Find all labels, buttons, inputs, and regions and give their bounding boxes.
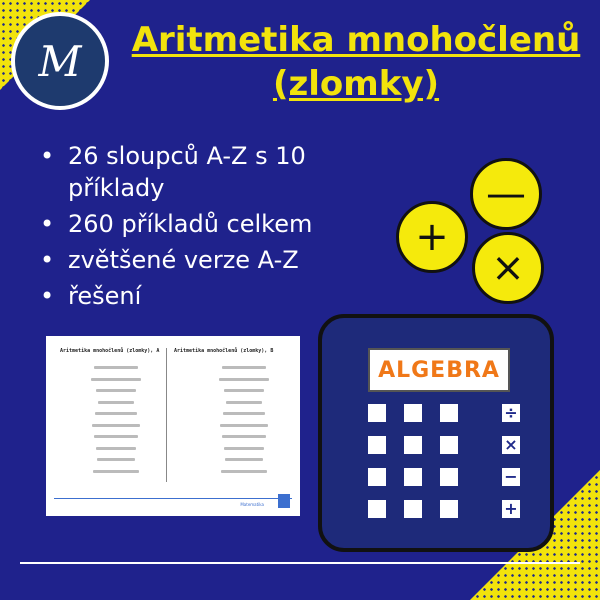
exercise-line bbox=[97, 458, 135, 461]
exercise-line bbox=[94, 435, 138, 438]
exercise-line bbox=[96, 389, 136, 392]
footer-text: Matematika bbox=[240, 502, 264, 507]
footer-line bbox=[54, 498, 292, 499]
exercise-line bbox=[223, 412, 265, 415]
number-key bbox=[404, 468, 422, 486]
number-key bbox=[368, 500, 386, 518]
bottom-divider bbox=[20, 562, 580, 564]
number-key bbox=[368, 468, 386, 486]
minus-icon: — bbox=[470, 158, 542, 230]
exercise-line bbox=[219, 378, 269, 381]
plus-icon: + bbox=[396, 201, 468, 273]
number-key bbox=[404, 500, 422, 518]
number-key bbox=[368, 436, 386, 454]
exercise-line bbox=[98, 401, 134, 404]
exercise-line bbox=[224, 389, 264, 392]
feature-item: • 26 sloupců A-Z s 10 příklady bbox=[40, 140, 360, 204]
title-line-2: (zlomky) bbox=[272, 64, 440, 104]
calculator-illustration bbox=[318, 314, 554, 552]
exercise-line bbox=[91, 378, 141, 381]
feature-item: • zvětšené verze A-Z bbox=[40, 244, 360, 276]
worksheet-header-a: Aritmetika mnohočlenů (zlomky), A bbox=[60, 348, 160, 354]
exercise-line bbox=[225, 458, 263, 461]
operator-key: × bbox=[502, 436, 520, 454]
page-title bbox=[116, 18, 596, 106]
exercise-line bbox=[95, 412, 137, 415]
exercise-line bbox=[222, 366, 266, 369]
worksheet-header-b: Aritmetika mnohočlenů (zlomky), B bbox=[174, 348, 274, 354]
exercise-line bbox=[92, 424, 140, 427]
exercise-line bbox=[222, 435, 266, 438]
logo-letter: M bbox=[38, 36, 82, 86]
feature-item: • 260 příkladů celkem bbox=[40, 208, 360, 240]
operator-key: + bbox=[502, 500, 520, 518]
worksheet-preview bbox=[46, 336, 300, 516]
calculator-mini-icon bbox=[278, 494, 290, 508]
exercise-line bbox=[226, 401, 262, 404]
number-key bbox=[404, 436, 422, 454]
exercise-line bbox=[221, 470, 267, 473]
number-key bbox=[440, 404, 458, 422]
feature-list bbox=[40, 140, 360, 316]
feature-item: • řešení bbox=[40, 280, 360, 312]
number-key bbox=[440, 468, 458, 486]
exercise-line bbox=[94, 366, 138, 369]
column-divider bbox=[166, 348, 167, 482]
exercise-line bbox=[93, 470, 139, 473]
number-key bbox=[440, 500, 458, 518]
operator-key: − bbox=[502, 468, 520, 486]
title-line-1: Aritmetika mnohočlenů bbox=[131, 20, 581, 60]
exercise-line bbox=[96, 447, 136, 450]
logo bbox=[11, 12, 109, 110]
exercise-line bbox=[224, 447, 264, 450]
exercise-line bbox=[220, 424, 268, 427]
number-key bbox=[404, 404, 422, 422]
number-key bbox=[368, 404, 386, 422]
times-icon: × bbox=[472, 232, 544, 304]
number-key bbox=[440, 436, 458, 454]
calculator-screen: ALGEBRA bbox=[368, 348, 510, 392]
operator-key: ÷ bbox=[502, 404, 520, 422]
